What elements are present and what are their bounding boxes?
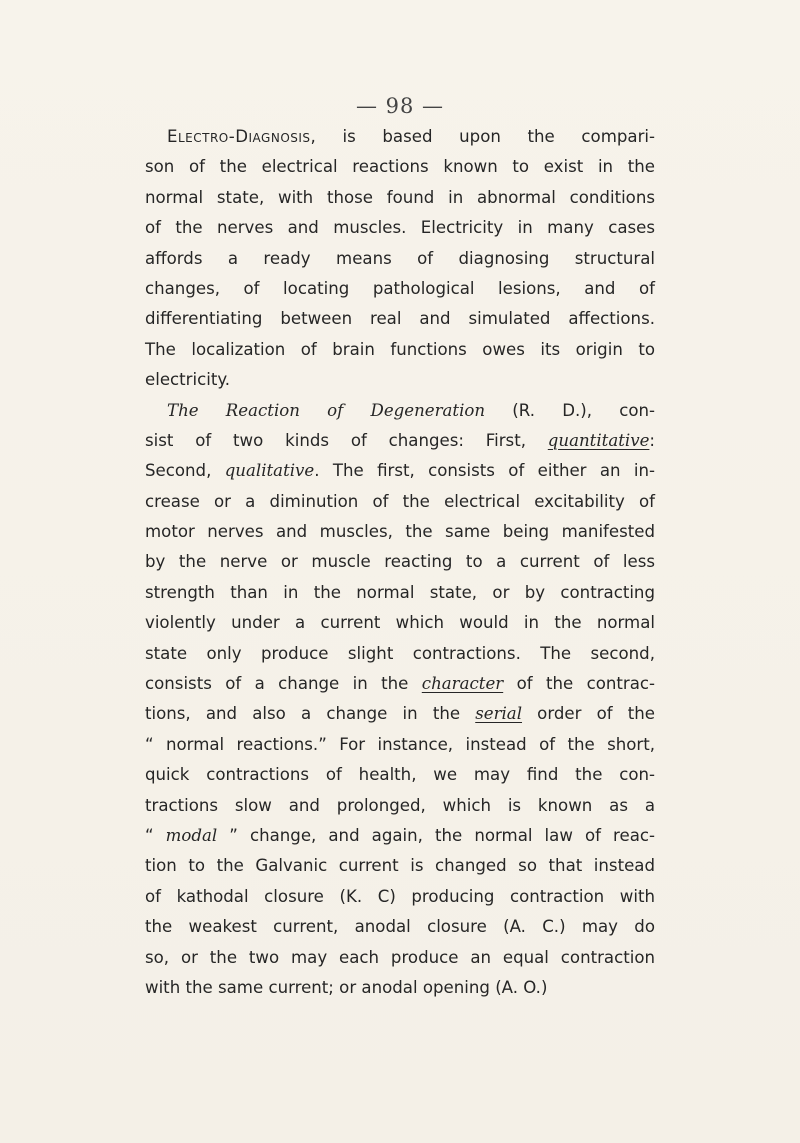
text-fragment: of the contrac- <box>503 674 655 694</box>
text-line: tractions slow and prolonged, which is known as a <box>145 795 655 815</box>
text-fragment: (R. D.), con- <box>485 400 655 420</box>
italic-term: The Reaction of Degeneration <box>167 400 486 420</box>
text-fragment: consists of a change in the <box>145 674 422 694</box>
text-fragment: Second, <box>145 461 225 481</box>
italic-term: modal <box>165 825 218 845</box>
text-line: tion to the Galvanic current is changed so that instead <box>145 856 655 876</box>
text-line: of kathodal closure (K. C) producing contraction with <box>145 886 655 906</box>
text-fragment: tions, and also a change in the <box>145 704 476 724</box>
text-line: changes, of locating pathological lesions, and of <box>145 278 655 298</box>
text-line: by the nerve or muscle reacting to a current of less <box>145 552 655 572</box>
text-line <box>145 396 655 426</box>
text-line: “ normal reactions.” For instance, instead of the short, <box>145 734 655 754</box>
text-line: strength than in the normal state, or by contracting <box>145 582 655 602</box>
text-fragment: “ <box>145 825 166 845</box>
text-fragment: . The first, consists of either an in- <box>314 461 655 481</box>
text-line: motor nerves and muscles, the same being manifested <box>145 522 655 542</box>
page-number: — 98 — <box>355 94 445 118</box>
text-line <box>145 821 655 851</box>
text-line: the weakest current, anodal closure (A. C.) may do <box>145 917 655 937</box>
italic-term: serial <box>475 704 523 724</box>
text-line: with the same current; or anodal opening (A. O.) <box>145 977 548 997</box>
text-line <box>145 669 655 699</box>
text-line: crease or a diminution of the electrical excitability of <box>145 491 655 511</box>
italic-term: qualitative <box>224 461 315 481</box>
text-line: differentiating between real and simulated affections. <box>145 309 655 329</box>
section-heading: Electro-Diagnosis <box>167 127 311 146</box>
italic-term: character <box>421 674 504 694</box>
text-line: state only produce slight contractions. The second, <box>145 643 655 663</box>
text-fragment: , is based upon the compari- <box>310 127 655 146</box>
body-text <box>145 122 655 1003</box>
text-line <box>145 699 655 729</box>
text-line: electricity. <box>145 370 231 390</box>
text-line: quick contractions of health, we may find the con- <box>145 765 655 785</box>
text-line: affords a ready means of diagnosing structural <box>145 248 655 268</box>
text-line: so, or the two may each produce an equal contraction <box>145 947 655 967</box>
text-line: The localization of brain functions owes its origin to <box>145 339 655 359</box>
text-line <box>145 456 655 486</box>
text-fragment: : <box>649 430 655 450</box>
text-line <box>145 426 655 456</box>
text-line: normal state, with those found in abnormal conditions <box>145 187 655 207</box>
text-fragment: ” change, and again, the normal law of reac- <box>217 825 655 845</box>
text-fragment: order of the <box>522 704 655 724</box>
italic-term: quantitative <box>547 430 650 450</box>
text-line: son of the electrical reactions known to exist in the <box>145 157 655 177</box>
text-line: violently under a current which would in the normal <box>145 613 655 633</box>
text-line: of the nerves and muscles. Electricity in many cases <box>145 218 655 238</box>
text-line <box>145 122 655 152</box>
text-fragment: sist of two kinds of changes: First, <box>145 430 548 450</box>
